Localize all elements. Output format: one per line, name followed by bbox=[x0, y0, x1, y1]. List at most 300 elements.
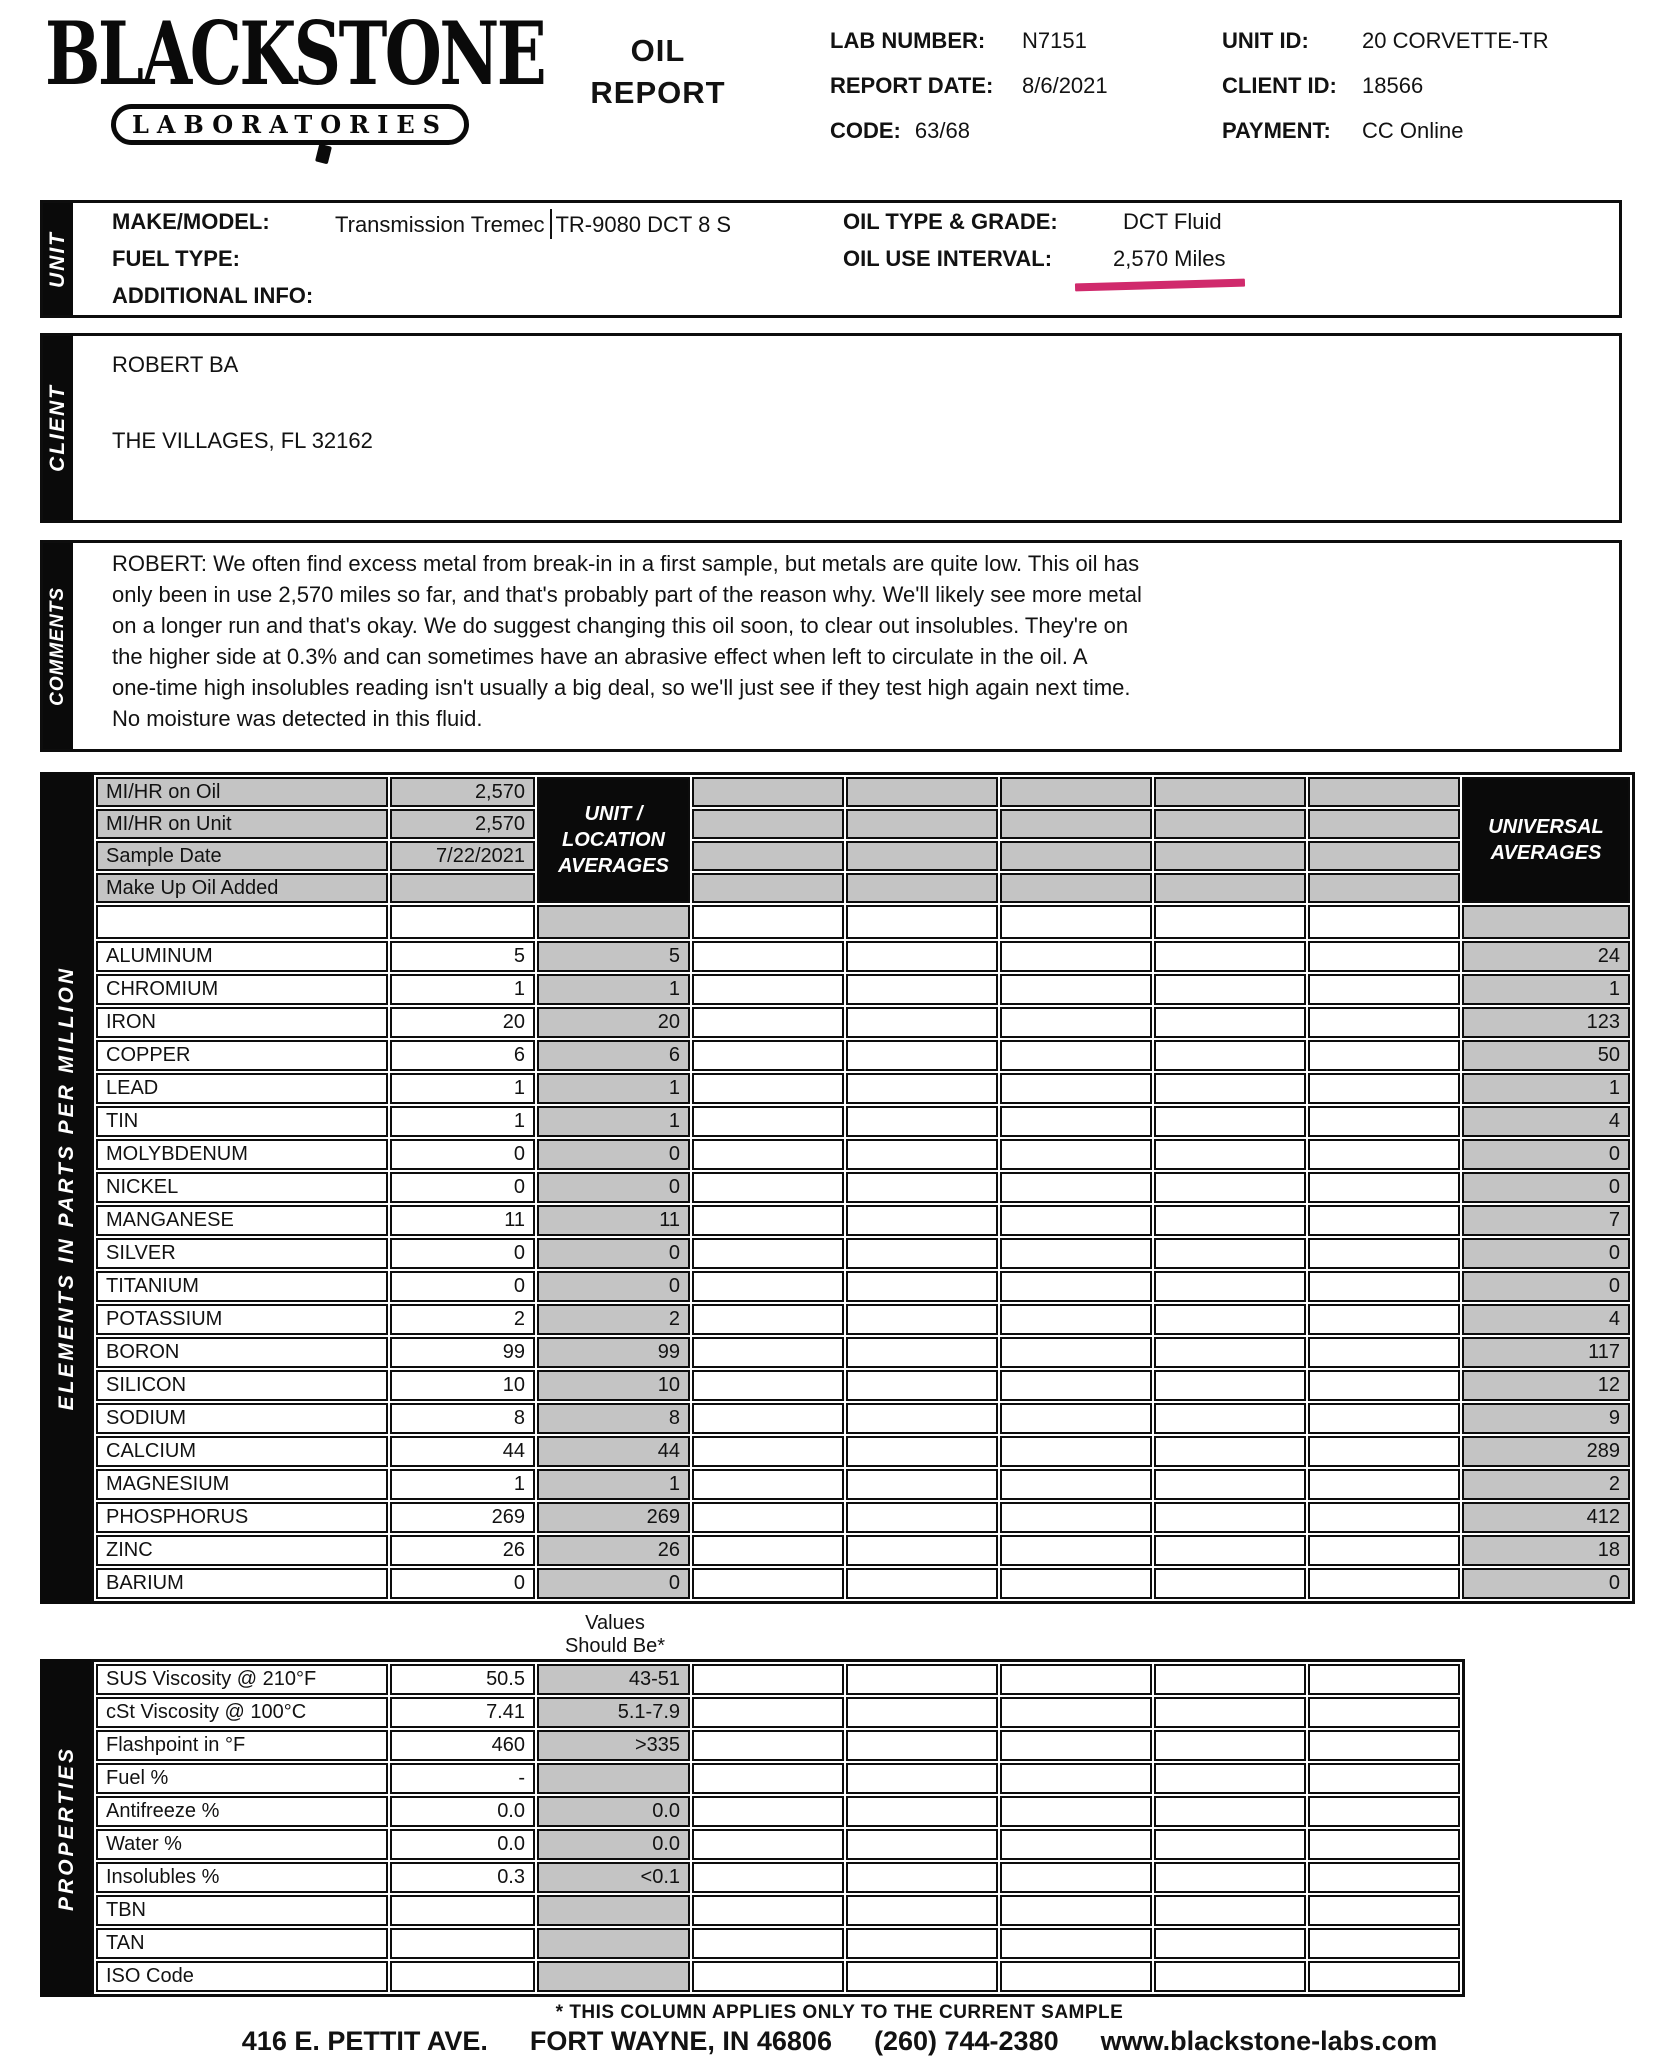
history-cell bbox=[1154, 1469, 1306, 1500]
history-cell bbox=[1000, 1040, 1152, 1071]
history-cell bbox=[692, 1730, 844, 1761]
history-cell bbox=[692, 1796, 844, 1827]
element-name: ALUMINUM bbox=[96, 941, 388, 972]
history-cell bbox=[1154, 1403, 1306, 1434]
history-cell bbox=[1000, 1928, 1152, 1959]
history-cell bbox=[692, 1271, 844, 1302]
history-cell bbox=[1154, 1862, 1306, 1893]
report-date-value: 8/6/2021 bbox=[1022, 73, 1108, 98]
report-meta-right bbox=[1222, 28, 1549, 163]
make-model-label: MAKE/MODEL: bbox=[112, 209, 270, 234]
element-name: TIN bbox=[96, 1106, 388, 1137]
element-unit-avg: 0 bbox=[537, 1271, 690, 1302]
element-unit-avg: 0 bbox=[537, 1568, 690, 1599]
history-cell bbox=[1154, 1796, 1306, 1827]
element-name: MOLYBDENUM bbox=[96, 1139, 388, 1170]
element-row bbox=[96, 1139, 1630, 1170]
property-row bbox=[96, 1928, 1460, 1959]
meta-label: MI/HR on Unit bbox=[96, 809, 388, 839]
element-row bbox=[96, 1568, 1630, 1599]
history-cell bbox=[1308, 1370, 1460, 1401]
element-unit-avg: 44 bbox=[537, 1436, 690, 1467]
element-row bbox=[96, 1370, 1630, 1401]
element-row bbox=[96, 1172, 1630, 1203]
element-row bbox=[96, 1238, 1630, 1269]
history-cell bbox=[1308, 1073, 1460, 1104]
history-cell bbox=[1000, 1895, 1152, 1926]
history-cell bbox=[1154, 941, 1306, 972]
element-current-value: 10 bbox=[390, 1370, 535, 1401]
element-row bbox=[96, 1502, 1630, 1533]
element-row bbox=[96, 1040, 1630, 1071]
property-value bbox=[390, 1961, 535, 1992]
history-cell bbox=[1308, 1205, 1460, 1236]
report-date-label: REPORT DATE: bbox=[830, 73, 994, 98]
history-cell bbox=[692, 1535, 844, 1566]
history-cell bbox=[1308, 941, 1460, 972]
property-row bbox=[96, 1862, 1460, 1893]
element-universal-avg: 4 bbox=[1462, 1304, 1630, 1335]
property-should-be: 5.1-7.9 bbox=[537, 1697, 690, 1728]
history-cell bbox=[1000, 1436, 1152, 1467]
history-cell bbox=[1308, 873, 1460, 903]
history-cell bbox=[1308, 1928, 1460, 1959]
element-row bbox=[96, 1403, 1630, 1434]
element-unit-avg: 0 bbox=[537, 1238, 690, 1269]
property-value: 0.3 bbox=[390, 1862, 535, 1893]
code-row bbox=[830, 118, 1108, 144]
history-cell bbox=[1308, 1436, 1460, 1467]
history-cell bbox=[1000, 1007, 1152, 1038]
property-name: Fuel % bbox=[96, 1763, 388, 1794]
payment-row bbox=[1222, 118, 1549, 144]
property-should-be: 0.0 bbox=[537, 1829, 690, 1860]
history-cell bbox=[846, 1403, 998, 1434]
element-universal-avg: 1 bbox=[1462, 974, 1630, 1005]
history-cell bbox=[1000, 974, 1152, 1005]
history-cell bbox=[1154, 1238, 1306, 1269]
element-universal-avg: 50 bbox=[1462, 1040, 1630, 1071]
history-cell bbox=[1000, 1238, 1152, 1269]
history-cell bbox=[1154, 1139, 1306, 1170]
element-row bbox=[96, 1106, 1630, 1137]
history-cell bbox=[1000, 841, 1152, 871]
history-cell bbox=[1308, 1796, 1460, 1827]
property-name: SUS Viscosity @ 210°F bbox=[96, 1664, 388, 1695]
report-date-row bbox=[830, 73, 1108, 99]
property-name: ISO Code bbox=[96, 1961, 388, 1992]
history-cell bbox=[846, 1697, 998, 1728]
element-current-value: 0 bbox=[390, 1271, 535, 1302]
element-unit-avg: 1 bbox=[537, 1073, 690, 1104]
element-unit-avg: 11 bbox=[537, 1205, 690, 1236]
element-row bbox=[96, 1007, 1630, 1038]
property-row bbox=[96, 1895, 1460, 1926]
history-cell bbox=[692, 1337, 844, 1368]
property-name: TAN bbox=[96, 1928, 388, 1959]
history-cell bbox=[846, 1304, 998, 1335]
history-cell bbox=[1154, 1106, 1306, 1137]
street-address: 416 E. PETTIT AVE. bbox=[241, 2026, 488, 2056]
history-cell bbox=[1308, 1469, 1460, 1500]
element-universal-avg: 0 bbox=[1462, 1568, 1630, 1599]
history-cell bbox=[1154, 1436, 1306, 1467]
element-name: IRON bbox=[96, 1007, 388, 1038]
history-cell bbox=[1154, 1568, 1306, 1599]
history-cell bbox=[1308, 1535, 1460, 1566]
history-cell bbox=[846, 1763, 998, 1794]
comment-line: the higher side at 0.3% and can sometimes have an abrasive effect when left to circulate in the oil. A bbox=[112, 644, 1088, 669]
element-unit-avg: 10 bbox=[537, 1370, 690, 1401]
history-cell bbox=[846, 1664, 998, 1695]
history-cell bbox=[692, 1436, 844, 1467]
element-unit-avg: 5 bbox=[537, 941, 690, 972]
history-cell bbox=[692, 1205, 844, 1236]
client-section bbox=[40, 333, 1622, 523]
property-row bbox=[96, 1763, 1460, 1794]
history-cell bbox=[1154, 1502, 1306, 1533]
element-name: SILVER bbox=[96, 1238, 388, 1269]
properties-table bbox=[91, 1659, 1465, 1997]
client-id-row bbox=[1222, 73, 1549, 99]
spacer-row bbox=[96, 905, 1630, 939]
history-cell bbox=[1308, 1697, 1460, 1728]
history-cell bbox=[1000, 809, 1152, 839]
logo-laboratories-badge: LABORATORIES bbox=[111, 104, 469, 145]
lab-address bbox=[0, 2026, 1679, 2057]
element-unit-avg: 0 bbox=[537, 1172, 690, 1203]
client-section-tab: CLIENT bbox=[43, 336, 73, 520]
meta-row bbox=[96, 777, 1630, 807]
history-cell bbox=[692, 1829, 844, 1860]
history-cell bbox=[846, 809, 998, 839]
history-cell bbox=[1000, 1568, 1152, 1599]
history-cell bbox=[1308, 1172, 1460, 1203]
property-should-be: 0.0 bbox=[537, 1796, 690, 1827]
history-cell bbox=[1308, 1502, 1460, 1533]
property-should-be bbox=[537, 1961, 690, 1992]
history-cell bbox=[1000, 1106, 1152, 1137]
lab-number-row bbox=[830, 28, 1108, 54]
element-current-value: 1 bbox=[390, 1106, 535, 1137]
history-cell bbox=[846, 777, 998, 807]
history-cell bbox=[846, 1928, 998, 1959]
element-name: SODIUM bbox=[96, 1403, 388, 1434]
values-should-be-label: Values Should Be* bbox=[564, 1612, 666, 1657]
property-name: Antifreeze % bbox=[96, 1796, 388, 1827]
history-cell bbox=[1308, 1568, 1460, 1599]
unit-id-value: 20 CORVETTE-TR bbox=[1362, 28, 1549, 53]
element-name: CHROMIUM bbox=[96, 974, 388, 1005]
payment-label: PAYMENT: bbox=[1222, 118, 1331, 143]
element-name: COPPER bbox=[96, 1040, 388, 1071]
element-unit-avg: 6 bbox=[537, 1040, 690, 1071]
element-universal-avg: 0 bbox=[1462, 1238, 1630, 1269]
element-current-value: 11 bbox=[390, 1205, 535, 1236]
history-cell bbox=[1308, 1304, 1460, 1335]
history-cell bbox=[692, 1172, 844, 1203]
element-current-value: 6 bbox=[390, 1040, 535, 1071]
history-cell bbox=[1154, 1730, 1306, 1761]
element-current-value: 1 bbox=[390, 1073, 535, 1104]
history-cell bbox=[1308, 1763, 1460, 1794]
comment-line: ROBERT: We often find excess metal from break-in in a first sample, but metals are quite low. This oil has bbox=[112, 551, 1140, 576]
meta-row bbox=[96, 841, 1630, 871]
property-should-be: <0.1 bbox=[537, 1862, 690, 1893]
element-unit-avg: 269 bbox=[537, 1502, 690, 1533]
element-universal-avg: 12 bbox=[1462, 1370, 1630, 1401]
history-cell bbox=[846, 1796, 998, 1827]
history-cell bbox=[1308, 777, 1460, 807]
logo-wordmark: BLACKSTONE bbox=[45, 3, 545, 106]
meta-value: 2,570 bbox=[390, 809, 535, 839]
element-name: BARIUM bbox=[96, 1568, 388, 1599]
comment-line: one-time high insolubles reading isn't usually a big deal, so we'll just see if they test high again next time. bbox=[112, 675, 1131, 700]
history-cell bbox=[1154, 1829, 1306, 1860]
client-city: THE VILLAGES, FL 32162 bbox=[112, 428, 373, 453]
element-universal-avg: 0 bbox=[1462, 1271, 1630, 1302]
history-cell bbox=[1308, 841, 1460, 871]
history-cell bbox=[1000, 777, 1152, 807]
history-cell bbox=[1154, 1961, 1306, 1992]
history-cell bbox=[846, 1106, 998, 1137]
history-cell bbox=[692, 1502, 844, 1533]
lab-number-label: LAB NUMBER: bbox=[830, 28, 986, 53]
meta-row bbox=[96, 873, 1630, 903]
element-universal-avg: 7 bbox=[1462, 1205, 1630, 1236]
meta-value: 7/22/2021 bbox=[390, 841, 535, 871]
history-cell bbox=[692, 1469, 844, 1500]
element-name: TITANIUM bbox=[96, 1271, 388, 1302]
history-cell bbox=[1308, 1271, 1460, 1302]
unit-id-label: UNIT ID: bbox=[1222, 28, 1309, 53]
text-cursor bbox=[550, 209, 552, 239]
history-cell bbox=[1000, 1172, 1152, 1203]
additional-info-label: ADDITIONAL INFO: bbox=[112, 283, 314, 308]
history-cell bbox=[1308, 1829, 1460, 1860]
history-cell bbox=[1000, 941, 1152, 972]
element-row bbox=[96, 1271, 1630, 1302]
element-universal-avg: 123 bbox=[1462, 1007, 1630, 1038]
website-url: www.blackstone-labs.com bbox=[1100, 2026, 1438, 2056]
element-row bbox=[96, 1073, 1630, 1104]
property-name: cSt Viscosity @ 100°C bbox=[96, 1697, 388, 1728]
logo-tag-icon bbox=[315, 144, 332, 165]
history-cell bbox=[846, 974, 998, 1005]
code-value: 63/68 bbox=[914, 118, 970, 143]
history-cell bbox=[692, 941, 844, 972]
element-universal-avg: 117 bbox=[1462, 1337, 1630, 1368]
property-value: 7.41 bbox=[390, 1697, 535, 1728]
history-cell bbox=[1000, 1502, 1152, 1533]
history-cell bbox=[846, 1073, 998, 1104]
history-cell bbox=[1000, 1763, 1152, 1794]
property-should-be bbox=[537, 1763, 690, 1794]
history-cell bbox=[1308, 1106, 1460, 1137]
client-name: ROBERT BA bbox=[112, 352, 239, 377]
element-row bbox=[96, 1436, 1630, 1467]
element-current-value: 269 bbox=[390, 1502, 535, 1533]
history-cell bbox=[846, 1040, 998, 1071]
report-title-line2: REPORT bbox=[590, 75, 726, 110]
element-current-value: 2 bbox=[390, 1304, 535, 1335]
history-cell bbox=[1154, 1370, 1306, 1401]
element-current-value: 20 bbox=[390, 1007, 535, 1038]
element-unit-avg: 1 bbox=[537, 1469, 690, 1500]
element-universal-avg: 24 bbox=[1462, 941, 1630, 972]
history-cell bbox=[846, 1829, 998, 1860]
element-unit-avg: 26 bbox=[537, 1535, 690, 1566]
history-cell bbox=[1000, 1535, 1152, 1566]
property-name: Flashpoint in °F bbox=[96, 1730, 388, 1761]
history-cell bbox=[1154, 1337, 1306, 1368]
element-unit-avg: 0 bbox=[537, 1139, 690, 1170]
history-cell bbox=[692, 1895, 844, 1926]
history-cell bbox=[692, 1697, 844, 1728]
comments-section-tab: COMMENTS bbox=[43, 543, 73, 749]
element-row bbox=[96, 1469, 1630, 1500]
history-cell bbox=[1154, 1763, 1306, 1794]
element-universal-avg: 2 bbox=[1462, 1469, 1630, 1500]
history-cell bbox=[1308, 1007, 1460, 1038]
element-unit-avg: 1 bbox=[537, 1106, 690, 1137]
blackstone-logo bbox=[45, 3, 545, 163]
history-cell bbox=[692, 1370, 844, 1401]
element-unit-avg: 20 bbox=[537, 1007, 690, 1038]
history-cell bbox=[1000, 1862, 1152, 1893]
element-name: POTASSIUM bbox=[96, 1304, 388, 1335]
element-row bbox=[96, 974, 1630, 1005]
property-value: 0.0 bbox=[390, 1796, 535, 1827]
history-cell bbox=[846, 1568, 998, 1599]
unit-location-averages-header: UNIT / LOCATION AVERAGES bbox=[537, 777, 690, 903]
property-value bbox=[390, 1928, 535, 1959]
history-cell bbox=[846, 1961, 998, 1992]
meta-label: Make Up Oil Added bbox=[96, 873, 388, 903]
oil-interval-value: 2,570 Miles bbox=[1113, 246, 1226, 271]
history-cell bbox=[1308, 1337, 1460, 1368]
comment-line: only been in use 2,570 miles so far, and that's probably part of the reason why. We'll likely see more metal bbox=[112, 582, 1142, 607]
history-cell bbox=[846, 1172, 998, 1203]
history-cell bbox=[1154, 974, 1306, 1005]
history-cell bbox=[1154, 1697, 1306, 1728]
history-cell bbox=[692, 1568, 844, 1599]
history-cell bbox=[1154, 1895, 1306, 1926]
pink-highlight-underline bbox=[1075, 279, 1245, 292]
comment-line: No moisture was detected in this fluid. bbox=[112, 706, 483, 731]
element-name: LEAD bbox=[96, 1073, 388, 1104]
history-cell bbox=[846, 1271, 998, 1302]
report-title-line1: OIL bbox=[630, 33, 686, 68]
element-universal-avg: 0 bbox=[1462, 1139, 1630, 1170]
history-cell bbox=[846, 1205, 998, 1236]
property-name: TBN bbox=[96, 1895, 388, 1926]
history-cell bbox=[1000, 1271, 1152, 1302]
property-value: 460 bbox=[390, 1730, 535, 1761]
report-title bbox=[558, 30, 758, 114]
history-cell bbox=[846, 1007, 998, 1038]
property-should-be: 43-51 bbox=[537, 1664, 690, 1695]
history-cell bbox=[1308, 1730, 1460, 1761]
history-cell bbox=[1000, 1205, 1152, 1236]
property-should-be: >335 bbox=[537, 1730, 690, 1761]
element-current-value: 1 bbox=[390, 1469, 535, 1500]
history-cell bbox=[1000, 1337, 1152, 1368]
history-cell bbox=[846, 941, 998, 972]
history-cell bbox=[1308, 1040, 1460, 1071]
client-id-value: 18566 bbox=[1362, 73, 1424, 98]
history-cell bbox=[692, 1862, 844, 1893]
oil-type-value: DCT Fluid bbox=[1123, 209, 1222, 234]
property-name: Water % bbox=[96, 1829, 388, 1860]
elements-table bbox=[91, 772, 1635, 1604]
history-cell bbox=[1000, 1139, 1152, 1170]
history-cell bbox=[1154, 1928, 1306, 1959]
universal-averages-header: UNIVERSAL AVERAGES bbox=[1462, 777, 1630, 903]
history-cell bbox=[1154, 1040, 1306, 1071]
history-cell bbox=[1308, 1403, 1460, 1434]
element-universal-avg: 18 bbox=[1462, 1535, 1630, 1566]
element-current-value: 0 bbox=[390, 1172, 535, 1203]
element-name: ZINC bbox=[96, 1535, 388, 1566]
history-cell bbox=[692, 1073, 844, 1104]
history-cell bbox=[1000, 1304, 1152, 1335]
meta-label: MI/HR on Oil bbox=[96, 777, 388, 807]
comment-line: on a longer run and that's okay. We do suggest changing this oil soon, to clear out insolubles. They're on bbox=[112, 613, 1129, 638]
property-should-be bbox=[537, 1928, 690, 1959]
element-current-value: 0 bbox=[390, 1568, 535, 1599]
element-current-value: 26 bbox=[390, 1535, 535, 1566]
meta-label: Sample Date bbox=[96, 841, 388, 871]
property-row bbox=[96, 1961, 1460, 1992]
property-value: 50.5 bbox=[390, 1664, 535, 1695]
element-name: SILICON bbox=[96, 1370, 388, 1401]
history-cell bbox=[1000, 1961, 1152, 1992]
element-universal-avg: 4 bbox=[1462, 1106, 1630, 1137]
element-current-value: 44 bbox=[390, 1436, 535, 1467]
history-cell bbox=[1154, 1007, 1306, 1038]
unit-section bbox=[40, 200, 1622, 318]
history-cell bbox=[846, 1502, 998, 1533]
lab-number-value: N7151 bbox=[1022, 28, 1087, 53]
history-cell bbox=[1000, 1664, 1152, 1695]
meta-value bbox=[390, 873, 535, 903]
history-cell bbox=[1154, 1073, 1306, 1104]
history-cell bbox=[1000, 1796, 1152, 1827]
history-cell bbox=[692, 1961, 844, 1992]
history-cell bbox=[1154, 777, 1306, 807]
history-cell bbox=[1154, 1535, 1306, 1566]
meta-row bbox=[96, 809, 1630, 839]
history-cell bbox=[1308, 1895, 1460, 1926]
report-meta-left bbox=[830, 28, 1108, 163]
history-cell bbox=[846, 1895, 998, 1926]
history-cell bbox=[1308, 974, 1460, 1005]
history-cell bbox=[692, 1040, 844, 1071]
history-cell bbox=[846, 1436, 998, 1467]
property-row bbox=[96, 1664, 1460, 1695]
history-cell bbox=[1000, 1469, 1152, 1500]
properties-table-tab: PROPERTIES bbox=[40, 1659, 94, 1997]
history-cell bbox=[1308, 809, 1460, 839]
element-universal-avg: 0 bbox=[1462, 1172, 1630, 1203]
element-name: MAGNESIUM bbox=[96, 1469, 388, 1500]
element-name: BORON bbox=[96, 1337, 388, 1368]
property-row bbox=[96, 1796, 1460, 1827]
element-current-value: 0 bbox=[390, 1139, 535, 1170]
history-cell bbox=[692, 1763, 844, 1794]
history-cell bbox=[1154, 1172, 1306, 1203]
